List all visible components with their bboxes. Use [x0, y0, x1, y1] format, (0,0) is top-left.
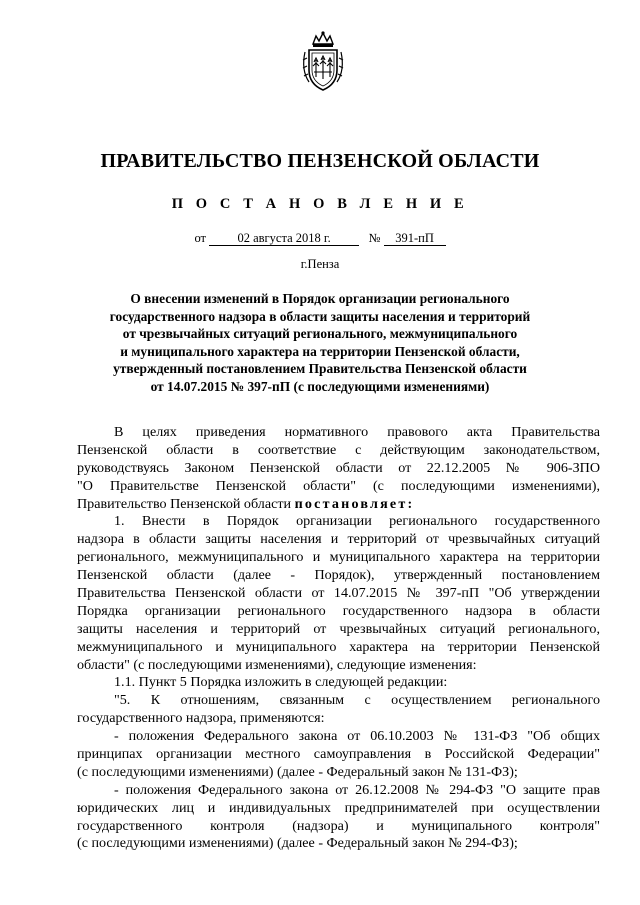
body-line: юридических лиц и индивидуальных предпринимателей при осуществлении — [77, 799, 600, 816]
body-line: защиты населения и территорий от чрезвычайных ситуаций регионального, — [77, 620, 600, 637]
body-line: межмуниципального и муниципального характера на территории Пензенской — [77, 638, 600, 655]
decree-word: постановляет: — [294, 495, 415, 512]
body-line: государственного надзора, применяются: — [77, 710, 325, 727]
title-line: и муниципального характера на территории Пензенской области, — [120, 343, 520, 359]
number-prefix: № — [368, 231, 381, 245]
document-body — [77, 424, 600, 853]
body-line: 1. Внести в Порядок организации регионального государственного — [114, 513, 600, 530]
document-number: 391-пП — [384, 231, 446, 246]
title-line: О внесении изменений в Порядок организации регионального — [130, 291, 510, 306]
body-line: области" (с последующими изменениями), следующие изменения: — [77, 656, 477, 673]
title-line: от 14.07.2015 № 397-пП (с последующими изменениями) — [150, 378, 490, 394]
document-title — [60, 290, 580, 395]
government-name: ПРАВИТЕЛЬСТВО ПЕНЗЕНСКОЙ ОБЛАСТИ — [100, 150, 540, 172]
body-line: В целях приведения нормативного правового акта Правительства — [114, 424, 600, 440]
title-line: от чрезвычайных ситуаций регионального, межмуниципального — [122, 326, 518, 341]
title-line: утвержденный постановлением Правительства Пензенской области — [113, 361, 527, 376]
body-line: Пензенской области (далее - Порядок), утвержденный постановлением — [77, 567, 600, 584]
body-line: государственного контроля (надзора) и муниципального контроля" — [77, 817, 600, 834]
title-line: государственного надзора в области защиты населения и территорий — [109, 308, 531, 324]
body-line: (с последующими изменениями) (далее - Федеральный закон № 131-ФЗ); — [77, 763, 518, 780]
body-line: принципах организации местного самоуправления в Российской Федерации" — [77, 746, 600, 763]
document-date: 02 августа 2018 г. — [209, 231, 359, 246]
body-line: регионального, межмуниципального и муниципального характера на территории — [77, 549, 600, 566]
body-line: "О Правительстве Пензенской области" (с последующими изменениями), — [77, 477, 600, 494]
document-type: П О С Т А Н О В Л Е Н И Е — [171, 196, 469, 212]
body-line: руководствуясь Законом Пензенской области от 22.12.2005 № 906-ЗПО — [77, 459, 600, 476]
date-prefix: от — [194, 231, 206, 245]
coat-of-arms-icon — [299, 30, 347, 94]
city: г.Пенза — [300, 257, 340, 271]
body-line: - положения Федерального закона от 26.12.2008 № 294-ФЗ "О защите прав — [114, 781, 600, 798]
body-line: Правительство Пензенской области — [77, 495, 292, 512]
body-line: 1.1. Пункт 5 Порядка изложить в следующей редакции: — [114, 674, 448, 691]
body-line: Правительства Пензенской области от 14.07.2015 № 397-пП "Об утверждении — [77, 585, 600, 602]
date-number-line — [0, 231, 640, 246]
body-line: Пензенской области в соответствие с действующим законодательством, — [77, 441, 600, 458]
body-line: Порядка организации регионального государственного надзора в области — [77, 602, 600, 619]
body-line: надзора в области защиты населения и территорий от чрезвычайных ситуаций — [77, 531, 600, 548]
body-line-decree — [77, 496, 600, 514]
body-line: "5. К отношениям, связанным с осуществлением регионального — [114, 692, 600, 709]
body-line: (с последующими изменениями) (далее - Федеральный закон № 294-ФЗ); — [77, 835, 518, 852]
body-line: - положения Федерального закона от 06.10.2003 № 131-ФЗ "Об общих — [114, 728, 600, 745]
